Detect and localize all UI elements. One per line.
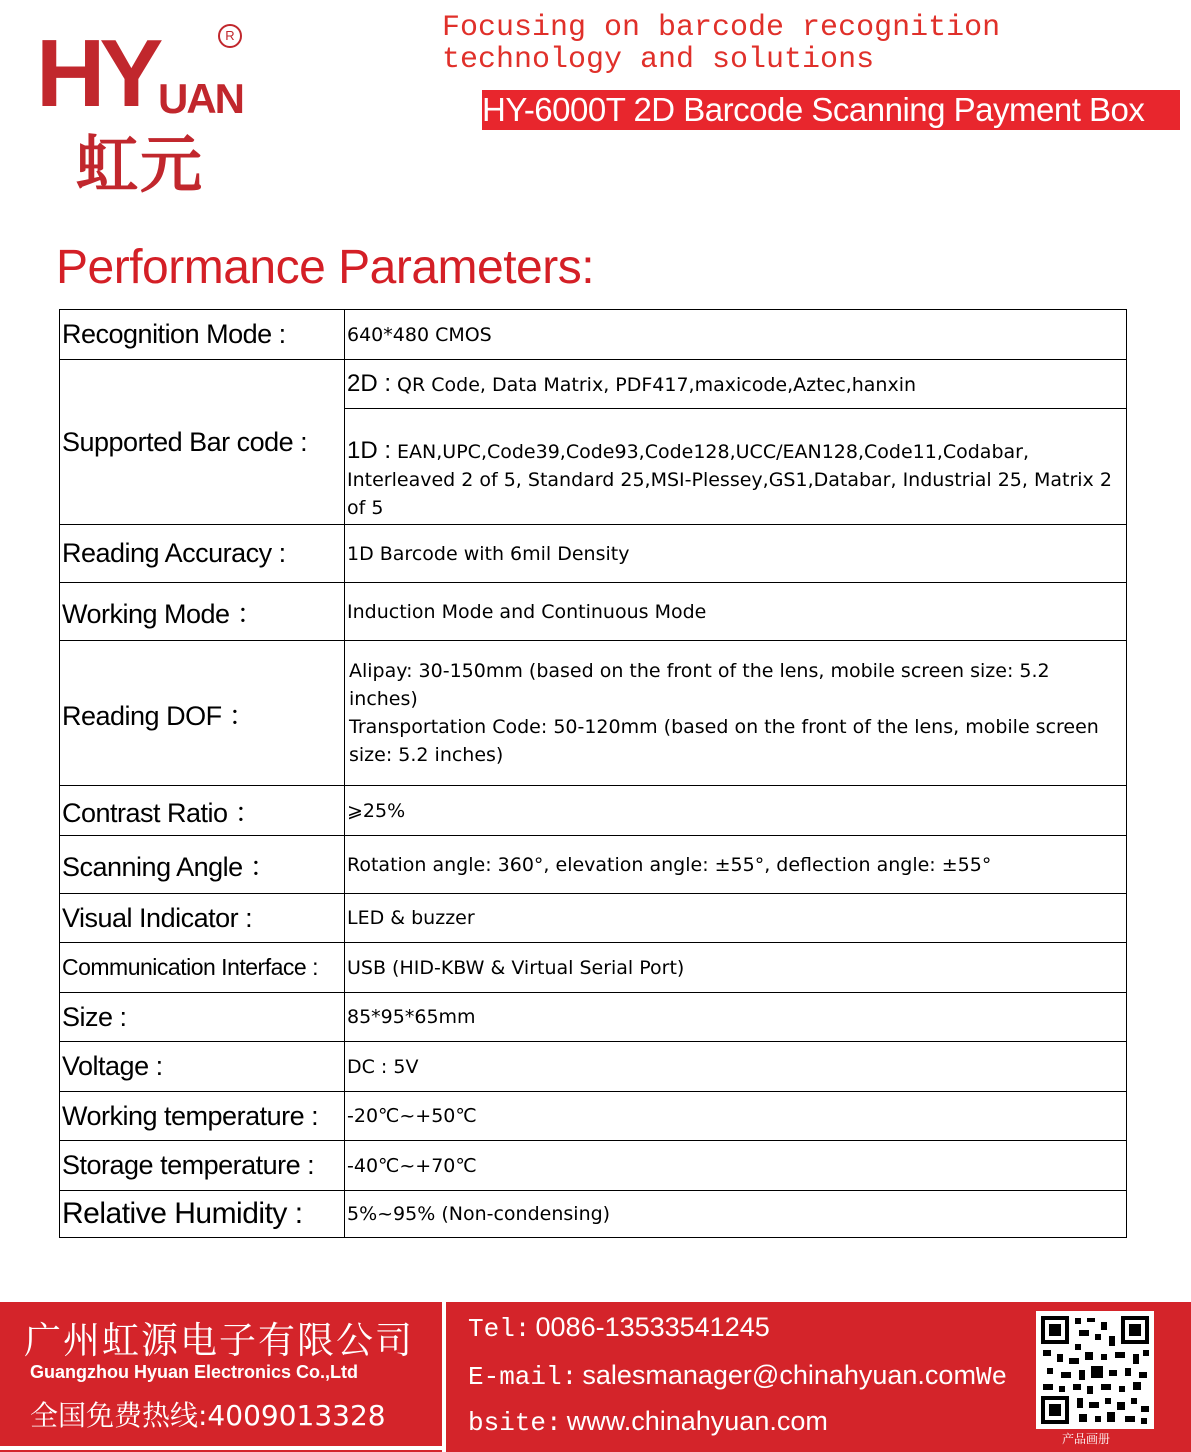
param-value: LED & buzzer <box>345 894 1127 943</box>
table-row <box>60 943 1127 993</box>
logo-mark-small: UAN <box>158 75 243 122</box>
param-value-1d <box>345 409 1127 525</box>
param-label: Relative Humidity : <box>60 1191 345 1238</box>
dof-line-1: Alipay: 30-150mm (based on the front of the lens, mobile screen size: 5.2 inches) <box>349 660 1050 710</box>
table-row <box>60 1191 1127 1238</box>
logo-mark: HY <box>36 20 158 127</box>
table-row <box>60 1092 1127 1141</box>
param-label: Size : <box>60 993 345 1042</box>
param-label: Working temperature : <box>60 1092 345 1141</box>
footer-divider-h <box>0 1446 442 1450</box>
tel-label: Tel: <box>468 1314 531 1344</box>
tel-value[interactable]: 0086-13533541245 <box>535 1312 770 1342</box>
param-label: Storage temperature : <box>60 1141 345 1191</box>
param-value: ⩾25% <box>345 786 1127 836</box>
param-value: 85*95*65mm <box>345 993 1127 1042</box>
tel-line <box>468 1312 770 1344</box>
param-value: 1D Barcode with 6mil Density <box>345 525 1127 583</box>
hotline: 全国免费热线:4009013328 <box>30 1399 386 1432</box>
table-row <box>60 641 1127 786</box>
param-label: Working Mode ： <box>60 583 345 641</box>
param-value <box>345 641 1127 786</box>
email-line <box>468 1360 1007 1392</box>
param-value: Induction Mode and Continuous Mode <box>345 583 1127 641</box>
param-label: Voltage : <box>60 1042 345 1092</box>
param-value: 640*480 CMOS <box>345 310 1127 360</box>
section-title: Performance Parameters: <box>56 241 595 294</box>
table-row <box>60 1141 1127 1191</box>
param-value: USB (HID-KBW & Virtual Serial Port) <box>345 943 1127 993</box>
product-title: HY-6000T 2D Barcode Scanning Payment Box <box>482 90 1180 130</box>
company-name-cn: 广州虹源电子有限公司 <box>24 1319 414 1362</box>
website-line <box>468 1406 828 1438</box>
company-name-en: Guangzhou Hyuan Electronics Co.,Ltd <box>30 1362 359 1382</box>
registered-icon: R <box>218 24 242 48</box>
company-logo <box>30 18 250 208</box>
prefix-1d: 1D : <box>347 437 392 464</box>
footer <box>0 1302 1191 1452</box>
value-2d: QR Code, Data Matrix, PDF417,maxicode,Aztec,hanxin <box>391 373 917 396</box>
param-label: Contrast Ratio ： <box>60 786 345 836</box>
table-row <box>60 894 1127 943</box>
parameters-table <box>59 309 1127 1238</box>
param-value-2d <box>345 360 1127 409</box>
header-tagline: Focusing on barcode recognition technology and solutions <box>442 11 1001 77</box>
footer-company-block <box>0 1302 440 1446</box>
param-value: -20℃~+50℃ <box>345 1092 1127 1141</box>
website-label-part: We <box>975 1362 1008 1392</box>
param-label: Reading DOF ： <box>60 641 345 786</box>
logo-chinese: 虹元 <box>76 128 205 201</box>
qr-caption: 产品画册 <box>1062 1432 1111 1446</box>
param-label: Recognition Mode : <box>60 310 345 360</box>
table-row <box>60 525 1127 583</box>
param-value: Rotation angle: 360°, elevation angle: ±55°, deflection angle: ±55° <box>345 836 1127 894</box>
table-row <box>60 1042 1127 1092</box>
email-value[interactable]: salesmanager@chinahyuan.com <box>582 1360 976 1390</box>
table-row <box>60 993 1127 1042</box>
qr-code <box>1036 1311 1154 1429</box>
prefix-2d: 2D : <box>347 369 392 397</box>
table-row <box>60 310 1127 360</box>
table-row <box>60 360 1127 409</box>
param-label: Visual Indicator : <box>60 894 345 943</box>
param-label: Scanning Angle ： <box>60 836 345 894</box>
table-row <box>60 583 1127 641</box>
table-row <box>60 836 1127 894</box>
param-value: 5%~95% (Non-condensing) <box>345 1191 1127 1238</box>
param-value: DC : 5V <box>345 1042 1127 1092</box>
footer-divider <box>442 1302 446 1452</box>
website-label: bsite: <box>468 1408 562 1438</box>
param-value: -40℃~+70℃ <box>345 1141 1127 1191</box>
qr-code-icon <box>1039 1314 1151 1426</box>
website-value[interactable]: www.chinahyuan.com <box>566 1406 828 1436</box>
param-label: Communication Interface : <box>60 943 345 993</box>
param-label: Supported Bar code : <box>60 360 345 525</box>
param-label: Reading Accuracy : <box>60 525 345 583</box>
email-label: E-mail: <box>468 1362 578 1392</box>
value-1d: EAN,UPC,Code39,Code93,Code128,UCC/EAN128,Code11,Codabar, Interleaved 2 of 5, Standard 25,MSI-Plessey,GS1,Databar, Industrial 25, Matrix 2 of 5 <box>347 441 1112 519</box>
table-row <box>60 786 1127 836</box>
dof-line-2: Transportation Code: 50-120mm (based on the front of the lens, mobile screen size: 5.2 inches) <box>349 716 1099 766</box>
